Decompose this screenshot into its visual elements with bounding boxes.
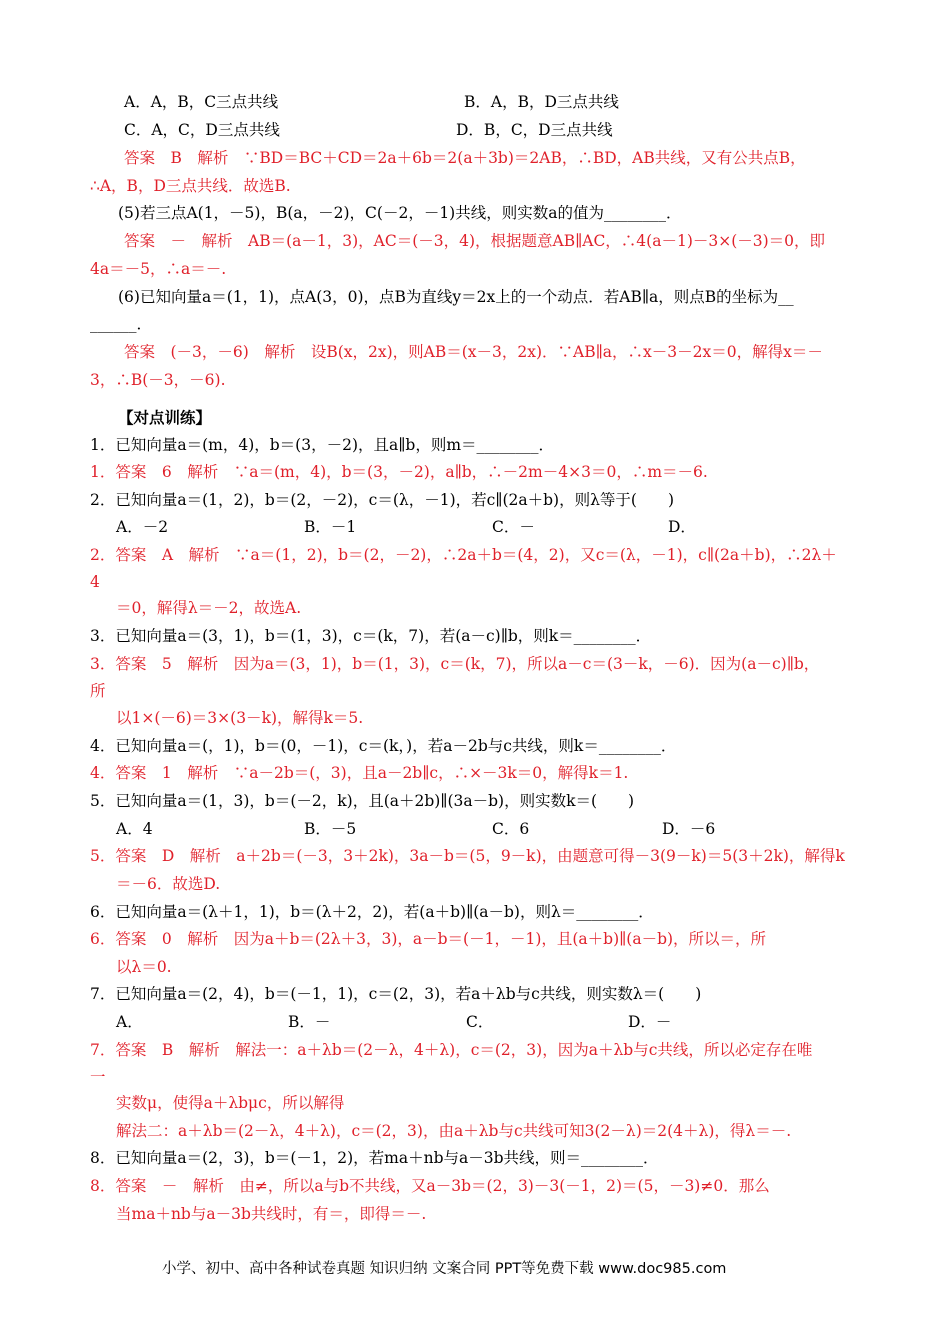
page-footer: 小学、初中、高中各种试卷真题 知识归纳 文案合同 PPT等免费下载 www.doc985.com (162, 1261, 727, 1277)
answer-line: 5．答案 D 解析 a＋2b＝(－3，3＋2k)，3a－b＝(5，9－k)，由题意可得－3(9－k)＝5(3＋2k)，解得k (90, 847, 845, 865)
question-line: A．A，B，C三点共线 (124, 93, 279, 111)
question-line: B．－ (288, 1013, 331, 1031)
answer-line: 答案 － 解析 AB＝(a－1，3)，AC＝(－3，4)，根据题意AB∥AC，∴4(a－1)－3×(－3)＝0，即 (124, 232, 826, 250)
question-line: D．B，C，D三点共线 (456, 121, 613, 139)
answer-line: 一 (90, 1068, 106, 1086)
question-line: D．－6 (662, 820, 716, 838)
question-line: 8．已知向量a＝(2，3)，b＝(－1，2)，若ma＋nb与a－3b共线，则＝________． (90, 1149, 659, 1167)
question-line: C．6 (492, 820, 530, 838)
question-line: ______． (90, 315, 153, 333)
question-line: 5．已知向量a＝(1，3)，b＝(－2，k)，且(a＋2b)∥(3a－b)，则实数k＝( ) (90, 792, 635, 810)
question-line: 6．已知向量a＝(λ＋1，1)，b＝(λ＋2，2)，若(a＋b)∥(a－b)，则λ＝________． (90, 903, 654, 921)
answer-line: 3，∴B(－3，－6). (90, 371, 226, 389)
question-line: 3．已知向量a＝(3，1)，b＝(1，3)，c＝(k，7)，若(a－c)∥b，则k＝________． (90, 627, 652, 645)
answer-line: 答案 (－3，－6) 解析 设B(x，2x)，则AB＝(x－3，2x)．∵AB∥a，∴x－3－2x＝0，解得x＝－ (124, 343, 823, 361)
answer-line: 8．答案 － 解析 由≠，所以a与b不共线，又a－3b＝(2，3)－3(－1，2)＝(5，－3)≠0．那么 (90, 1177, 770, 1195)
question-line: B．－5 (304, 820, 357, 838)
answer-line: 实数μ，使得a＋λbμc，所以解得 (116, 1094, 345, 1112)
answer-line: ＝0，解得λ＝－2，故选A. (116, 599, 302, 617)
question-line: (6)已知向量a＝(1，1)，点A(3，0)，点B为直线y＝2x上的一个动点．若AB∥a，则点B的坐标为__ (118, 288, 794, 306)
answer-line: 3．答案 5 解析 因为a＝(3，1)，b＝(1，3)，c＝(k，7)，所以a－c＝(3－k，－6)．因为(a－c)∥b， (90, 655, 820, 673)
question-line: D． (668, 518, 696, 536)
question-line: 1．已知向量a＝(m，4)，b＝(3，－2)，且a∥b，则m＝________． (90, 436, 555, 454)
question-line: C．－ (492, 518, 535, 536)
answer-line: 4 (90, 573, 100, 591)
answer-line: 答案 B 解析 ∵BD＝BC＋CD＝2a＋6b＝2(a＋3b)＝2AB，∴BD，AB共线，又有公共点B， (124, 149, 806, 167)
question-line: A．－2 (116, 518, 169, 536)
question-line: B．－1 (304, 518, 357, 536)
question-line: A．4 (116, 820, 153, 838)
question-line: 2．已知向量a＝(1，2)，b＝(2，－2)，c＝(λ，－1)，若c∥(2a＋b)，则λ等于( ) (90, 491, 674, 509)
question-line: 4．已知向量a＝(，1)，b＝(0，－1)，c＝(k，)，若a－2b与c共线，则k＝________． (90, 737, 677, 755)
question-line: B．A，B，D三点共线 (464, 93, 619, 111)
section-header: 【对点训练】 (118, 408, 212, 427)
answer-line: 1．答案 6 解析 ∵a＝(m，4)，b＝(3，－2)，a∥b，∴－2m－4×3＝0，∴m＝－6. (90, 463, 708, 481)
question-line: 7．已知向量a＝(2，4)，b＝(－1，1)，c＝(2，3)，若a＋λb与c共线，则实数λ＝( ) (90, 985, 702, 1003)
answer-line: 6．答案 0 解析 因为a＋b＝(2λ＋3，3)，a－b＝(－1，－1)，且(a＋b)∥(a－b)，所以＝，所 (90, 930, 767, 948)
answer-line: 以1×(－6)＝3×(3－k)，解得k＝5. (116, 709, 364, 727)
answer-line: 2．答案 A 解析 ∵a＝(1，2)，b＝(2，－2)，∴2a＋b＝(4，2)，又c＝(λ，－1)，c∥(2a＋b)，∴2λ＋ (90, 546, 837, 564)
answer-line: ∴A，B，D三点共线．故选B. (90, 177, 291, 195)
answer-line: 当ma＋nb与a－3b共线时，有＝，即得＝－. (116, 1205, 427, 1223)
question-line: A． (116, 1013, 143, 1031)
question-line: D．－ (628, 1013, 672, 1031)
answer-line: 以λ＝0. (116, 958, 172, 976)
answer-line: 解法二：a＋λb＝(2－λ，4＋λ)，c＝(2，3)，由a＋λb与c共线可知3(2－λ)＝2(4＋λ)，得λ＝－. (116, 1122, 792, 1140)
answer-line: 4a＝－5，∴a＝－. (90, 260, 227, 278)
question-line: C． (466, 1013, 494, 1031)
answer-line: 所 (90, 682, 106, 700)
question-line: C．A，C，D三点共线 (124, 121, 280, 139)
answer-line: 4．答案 1 解析 ∵a－2b＝(，3)，且a－2b∥c，∴×－3k＝0，解得k＝1. (90, 764, 629, 782)
answer-line: ＝－6．故选D. (116, 875, 221, 893)
question-line: (5)若三点A(1，－5)，B(a，－2)，C(－2，－1)共线，则实数a的值为________． (118, 204, 682, 222)
answer-line: 7．答案 B 解析 解法一：a＋λb＝(2－λ，4＋λ)，c＝(2，3)，因为a＋λb与c共线，所以必定存在唯 (90, 1041, 813, 1059)
